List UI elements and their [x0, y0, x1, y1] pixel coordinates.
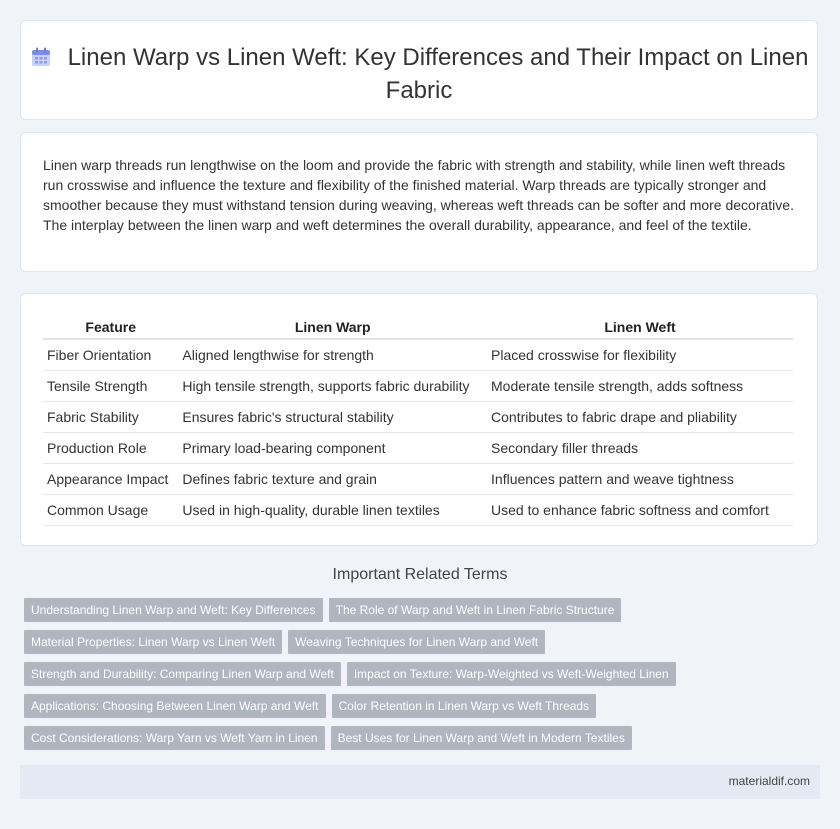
related-term-link[interactable]: Strength and Durability: Comparing Linen Warp and Weft: [24, 662, 341, 686]
related-terms-row: [24, 630, 804, 662]
row-warp: Used in high-quality, durable linen textiles: [178, 495, 487, 526]
related-term-link[interactable]: Material Properties: Linen Warp vs Linen Weft: [24, 630, 282, 654]
row-warp: Defines fabric texture and grain: [178, 464, 487, 495]
row-feature: Production Role: [43, 433, 178, 464]
table-row: [43, 339, 793, 371]
row-warp: Aligned lengthwise for strength: [178, 339, 487, 371]
footer-site[interactable]: materialdif.com: [728, 774, 810, 788]
intro-card: [20, 132, 818, 272]
row-weft: Moderate tensile strength, adds softness: [487, 371, 793, 402]
page-title-wrap: [21, 43, 817, 106]
row-feature: Fabric Stability: [43, 402, 178, 433]
related-terms-title: Important Related Terms: [332, 566, 508, 583]
related-terms-list: [24, 598, 804, 758]
row-weft: Contributes to fabric drape and pliability: [487, 402, 793, 433]
row-feature: Appearance Impact: [43, 464, 178, 495]
related-term-link[interactable]: Weaving Techniques for Linen Warp and Weft: [288, 630, 545, 654]
table-row: [43, 371, 793, 402]
intro-paragraph: Linen warp threads run lengthwise on the loom and provide the fabric with strength and stability, while linen weft threads run crosswise and influence the texture and flexibility of the finished material. Warp threads are typically stronger and smoother because they must withstand tension during weaving, whereas weft threads can be softer and more decorative. The interplay between the linen warp and weft determines the overall durability, appearance, and feel of the textile.: [43, 157, 794, 233]
table-row: [43, 433, 793, 464]
row-feature: Fiber Orientation: [43, 339, 178, 371]
table-row: [43, 495, 793, 526]
table-row: [43, 464, 793, 495]
related-term-link[interactable]: Best Uses for Linen Warp and Weft in Modern Textiles: [331, 726, 632, 750]
header-linen-warp: Linen Warp: [178, 316, 487, 339]
table-header-row: [43, 316, 793, 339]
related-terms-row: [24, 726, 804, 758]
related-term-link[interactable]: The Role of Warp and Weft in Linen Fabric Structure: [329, 598, 622, 622]
related-term-link[interactable]: Applications: Choosing Between Linen Warp and Weft: [24, 694, 326, 718]
related-term-link[interactable]: Understanding Linen Warp and Weft: Key Differences: [24, 598, 323, 622]
calendar-icon: [30, 46, 52, 76]
footer: [20, 765, 820, 799]
related-terms-row: [24, 598, 804, 630]
row-warp: High tensile strength, supports fabric durability: [178, 371, 487, 402]
row-weft: Influences pattern and weave tightness: [487, 464, 793, 495]
comparison-table: [43, 316, 793, 526]
header-linen-weft: Linen Weft: [487, 316, 793, 339]
related-term-link[interactable]: Cost Considerations: Warp Yarn vs Weft Yarn in Linen: [24, 726, 325, 750]
related-term-link[interactable]: Color Retention in Linen Warp vs Weft Threads: [332, 694, 597, 718]
row-feature: Common Usage: [43, 495, 178, 526]
related-term-link[interactable]: Impact on Texture: Warp-Weighted vs Weft-Weighted Linen: [347, 662, 676, 686]
row-weft: Secondary filler threads: [487, 433, 793, 464]
related-terms-row: [24, 694, 804, 726]
page-title: Linen Warp vs Linen Weft: Key Differences and Their Impact on Linen Fabric: [67, 44, 809, 104]
row-warp: Primary load-bearing component: [178, 433, 487, 464]
related-terms-row: [24, 662, 804, 694]
table-row: [43, 402, 793, 433]
comparison-card: [20, 293, 818, 546]
row-weft: Placed crosswise for flexibility: [487, 339, 793, 371]
row-warp: Ensures fabric's structural stability: [178, 402, 487, 433]
row-feature: Tensile Strength: [43, 371, 178, 402]
header-card: [20, 20, 818, 120]
row-weft: Used to enhance fabric softness and comfort: [487, 495, 793, 526]
header-feature: Feature: [43, 316, 178, 339]
